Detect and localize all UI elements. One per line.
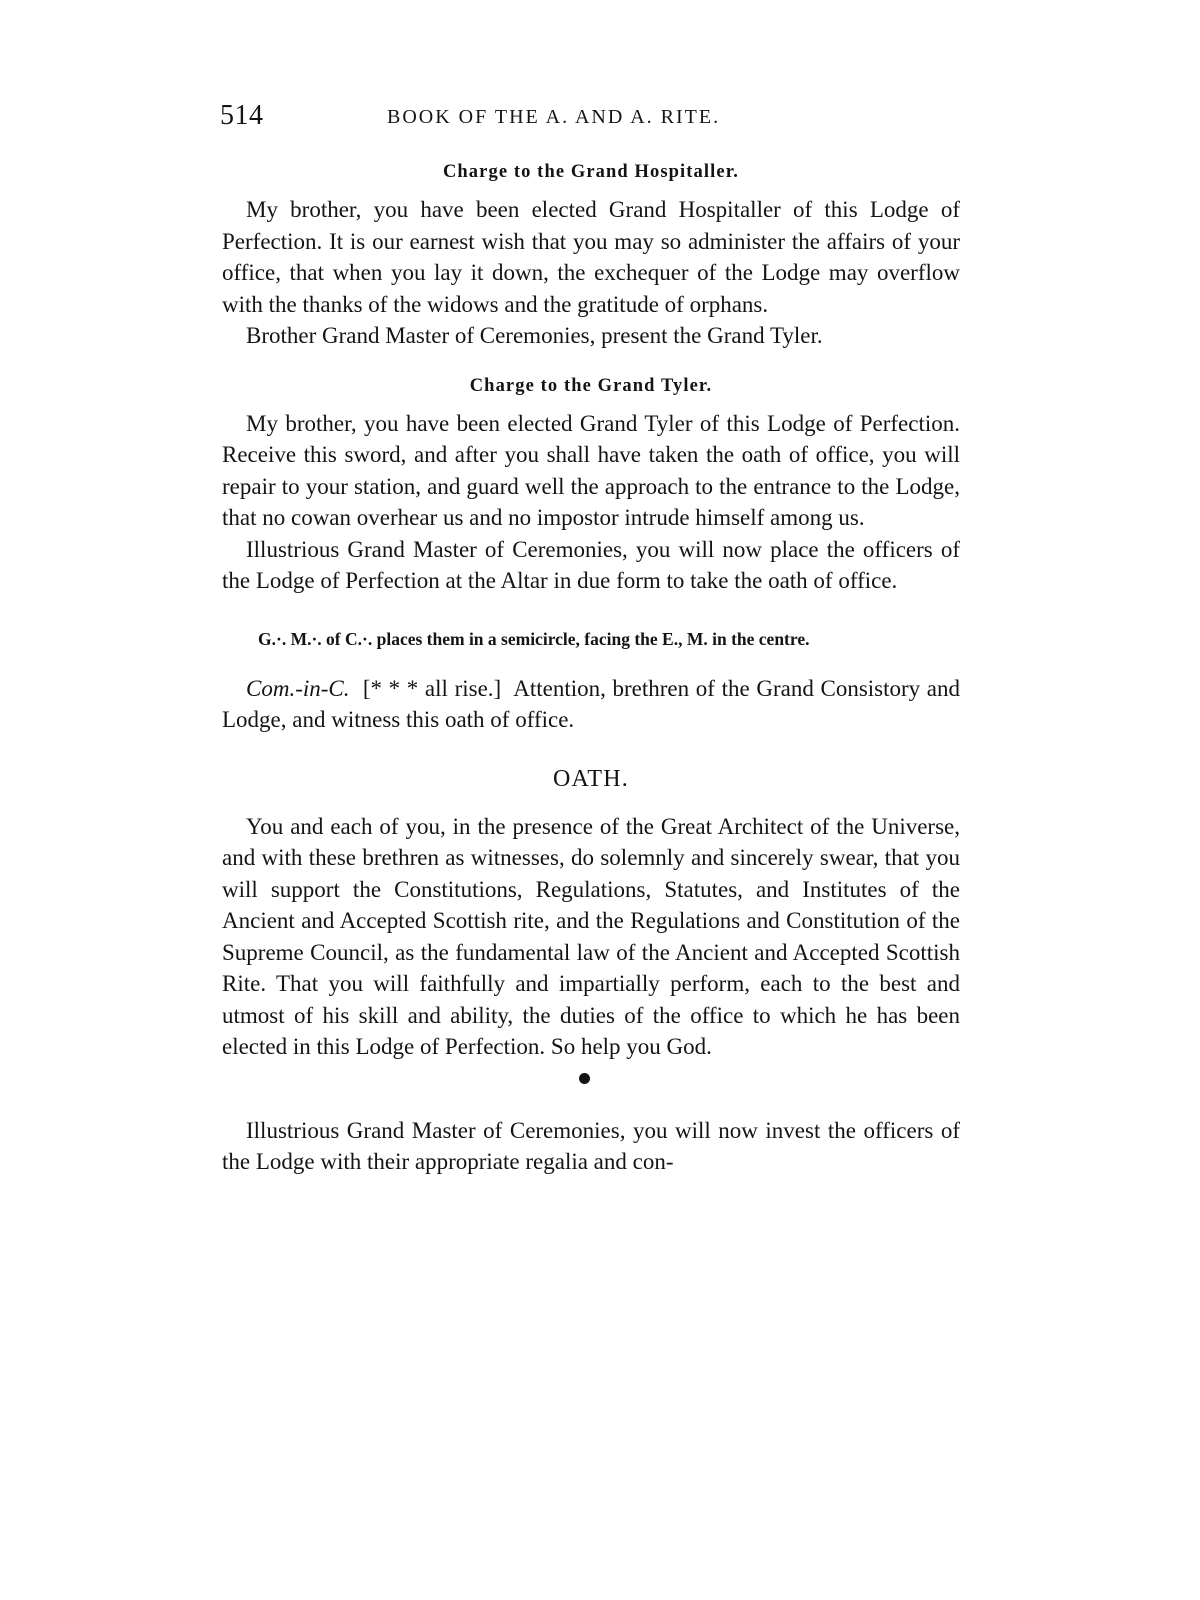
paragraph-present-tyler: Brother Grand Master of Ceremonies, present the Grand Tyler. [246, 323, 823, 348]
speaker-label: Com.-in-C. [246, 675, 350, 701]
running-title: BOOK OF THE A. AND A. RITE. [387, 106, 721, 128]
page-number: 514 [220, 100, 264, 131]
paragraph-invest-officers: Illustrious Grand Master of Ceremonies, you will now invest the officers of the Lodge with their appropriate regalia and con- [222, 1117, 960, 1174]
paragraph-hospitaller-charge: My brother, you have been elected Grand Hospitaller of this Lodge of Perfection. It is our earnest wish that you may so administer the affairs of your office, that when you lay it down, the exchequer of the Lodge may overflow with the thanks of the widows and the gratitude of orphans. [222, 197, 960, 317]
stage-direction: G.·. M.·. of C.·. places them in a semicircle, facing the E., M. in the centre. [258, 628, 810, 649]
attention-text: Attention, brethren of the Grand Consistory and Lodge, and witness this oath of office. [222, 675, 961, 732]
heading-grand-hospitaller: Charge to the Grand Hospitaller. [442, 162, 740, 182]
bullet-dot-icon [579, 1073, 590, 1084]
paragraph-place-officers: Illustrious Grand Master of Ceremonies, you will now place the officers of the Lodge of Perfection at the Altar in due form to take the oath of office. [222, 536, 960, 593]
paragraph-attention [222, 673, 960, 736]
speaker-direction: [* * * all rise.] [362, 675, 502, 701]
heading-grand-tyler: Charge to the Grand Tyler. [469, 375, 713, 396]
paragraph-oath: You and each of you, in the presence of the Great Architect of the Universe, and with these brethren as witnesses, do solemnly and sincerely swear, that you will support the Constitutions, Regulations, Statutes, and Institutes of the Ancient and Accepted Scottish rite, and the Regulations and Constitution of the Supreme Council, as the fundamental law of the Ancient and Accepted Scottish Rite. That you will faithfully and impartially perform, each to the best and utmost of his skill and ability, the duties of the office to which he has been elected in this Lodge of Perfection. So help you God. [222, 813, 960, 1059]
running-header [222, 100, 960, 140]
book-page [222, 100, 960, 1178]
paragraph-tyler-charge: My brother, you have been elected Grand Tyler of this Lodge of Perfection. Receive this sword, and after you shall have taken the oath of office, you will repair to your station, and guard well the approach to the entrance to the Lodge, that no cowan overhear us and no impostor intrude himself among us. [222, 410, 960, 530]
oath-heading: OATH. [553, 765, 629, 792]
ornament-divider [222, 1063, 960, 1115]
